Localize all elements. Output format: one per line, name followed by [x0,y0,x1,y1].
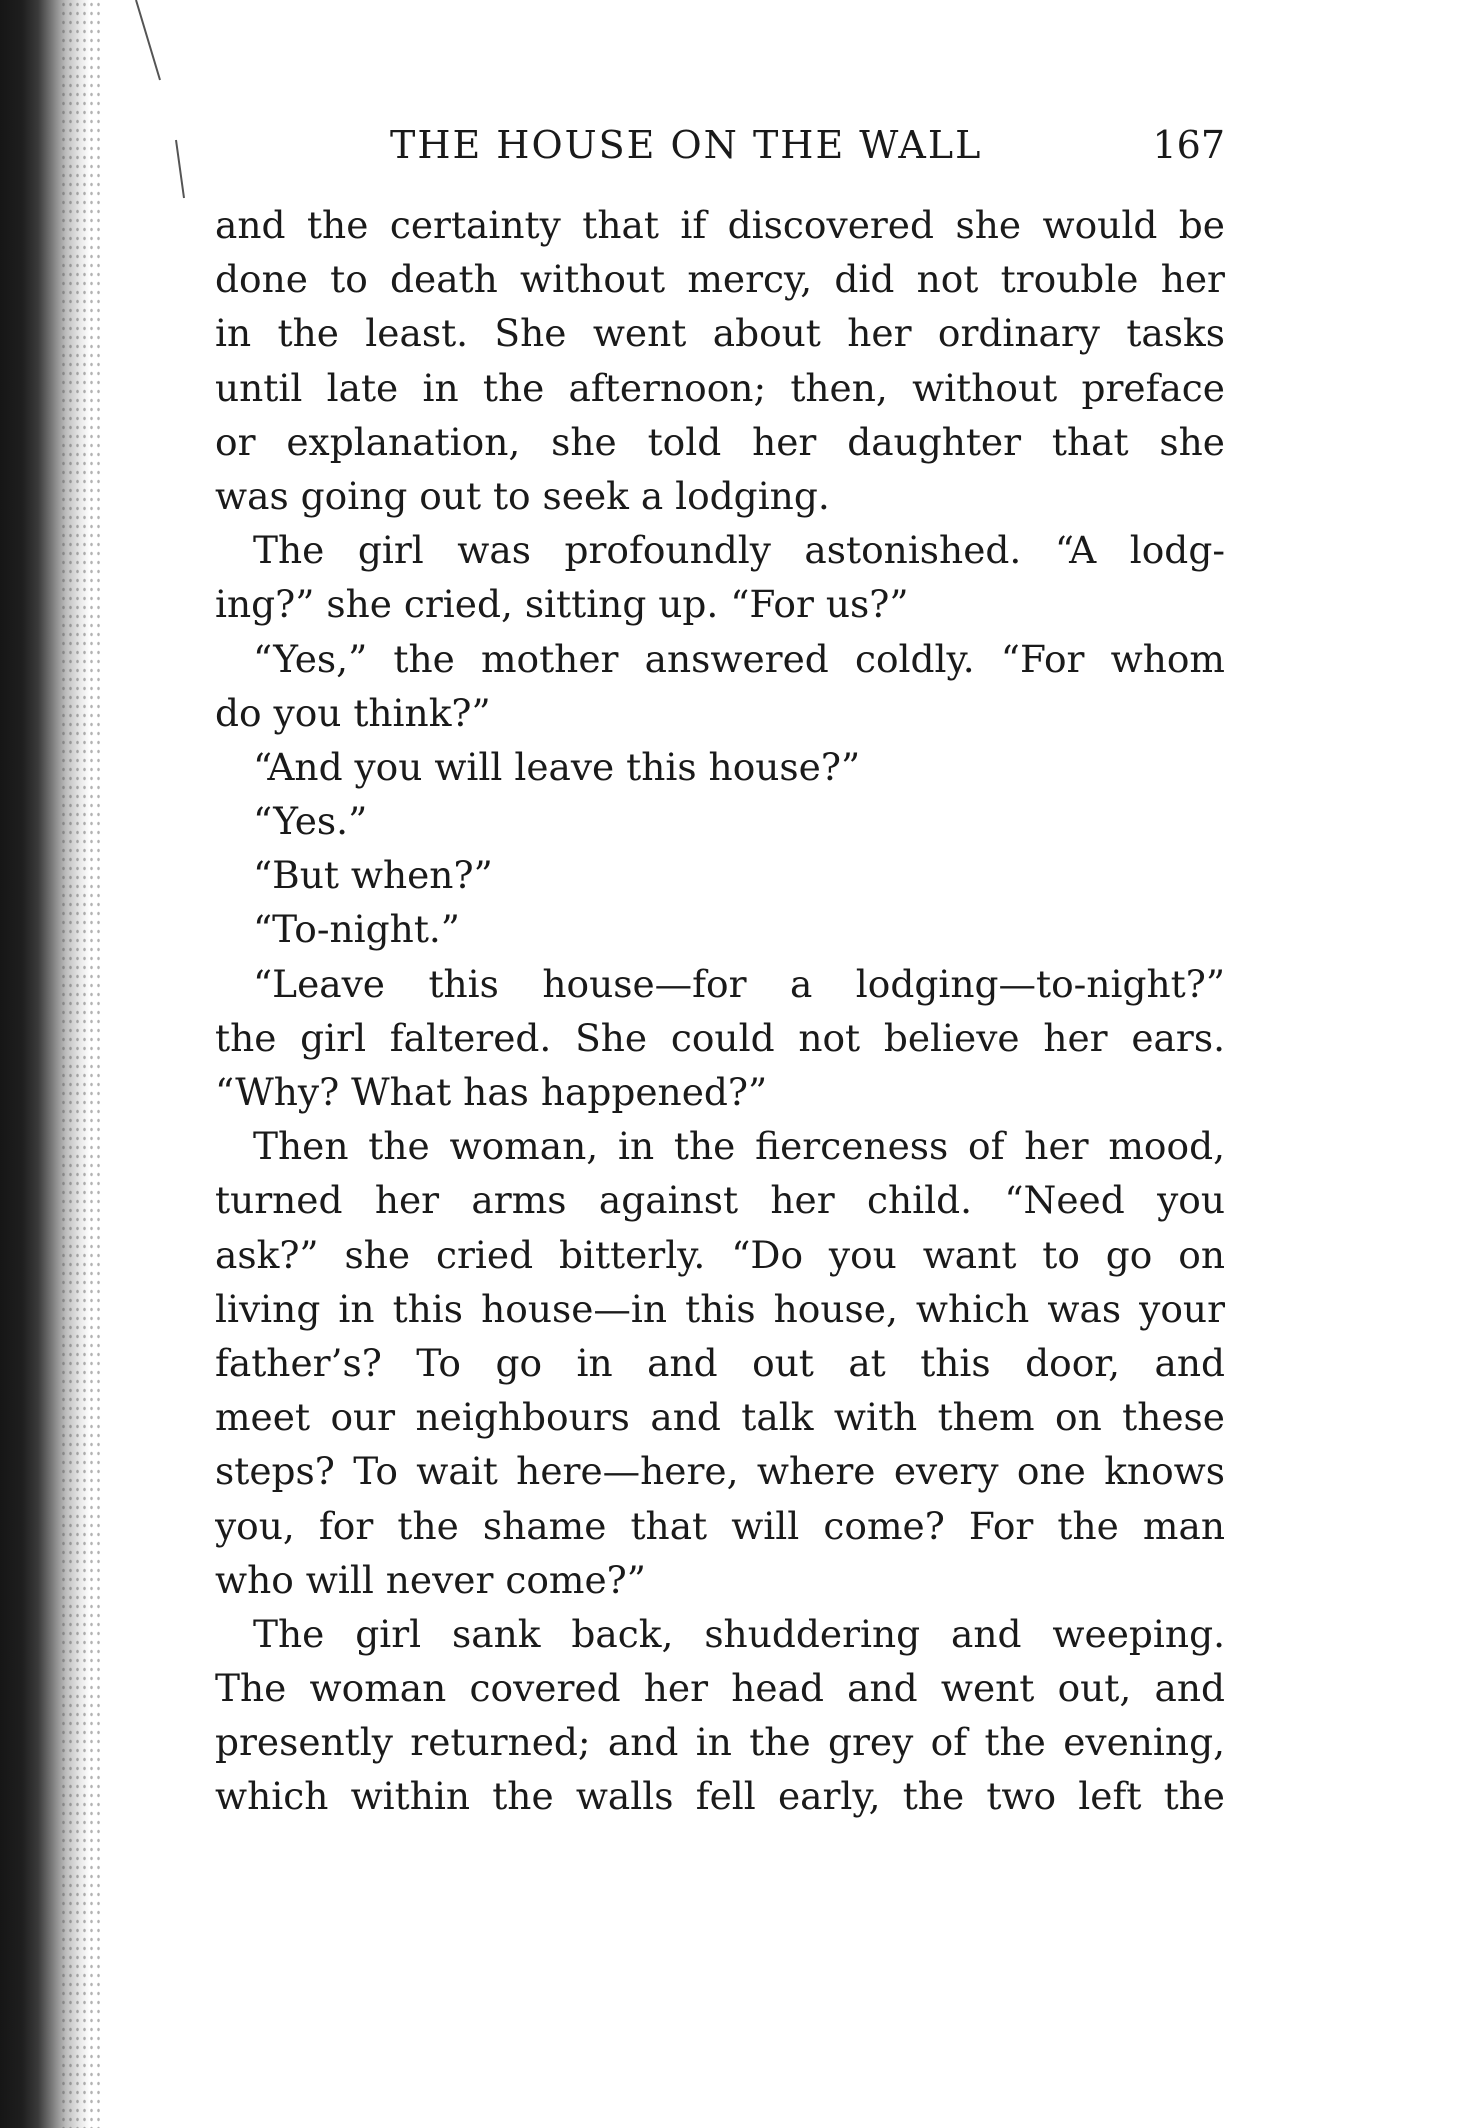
text-line: meet our neighbours and talk with them on these [215,1395,1225,1440]
text-line: which within the walls fell early, the two left the [215,1774,1225,1819]
text-line: The girl was profoundly astonished. “A lodg- [253,528,1225,573]
text-line: do you think?” [215,690,491,735]
running-head-title: THE HOUSE ON THE WALL [390,123,983,167]
text-line: The woman covered her head and went out, and [215,1666,1225,1711]
text-line: Then the woman, in the fierceness of her mood, [253,1124,1225,1169]
text-line: or explanation, she told her daughter that she [215,419,1225,464]
body-text [215,198,1225,1824]
text-line: presently returned; and in the grey of the evening, [215,1720,1225,1765]
text-line: steps? To wait here—here, where every one knows [215,1449,1225,1494]
text-line: “And you will leave this house?” [253,744,861,789]
text-line: was going out to seek a lodging. [215,473,830,518]
text-line: The girl sank back, shuddering and weeping. [253,1611,1225,1656]
text-line: “Yes,” the mother answered coldly. “For whom [253,636,1225,681]
text-line: until late in the afternoon; then, without preface [215,365,1225,410]
text-line: “Why? What has happened?” [215,1070,768,1114]
text-line: and the certainty that if discovered she would be [215,203,1225,247]
text-line: “But when?” [253,853,493,898]
text-line: in the least. She went about her ordinary tasks [215,311,1225,356]
text-line: father’s? To go in and out at this door, and [215,1340,1225,1385]
page-number: 167 [1152,123,1225,167]
running-head [215,118,1225,172]
text-line: who will never come?” [215,1557,646,1602]
text-line: the girl faltered. She could not believe her ears. [215,1015,1225,1060]
text-line: “Yes.” [253,799,368,844]
text-line: “Leave this house—for a lodging—to-night?” [253,961,1225,1006]
text-line: turned her arms against her child. “Need you [215,1178,1225,1223]
binding-speckle-texture [60,0,100,2128]
text-line: ing?” she cried, sitting up. “For us?” [215,582,909,627]
page-edge-mark [130,0,190,200]
text-line: done to death without mercy, did not trouble her [215,257,1225,302]
text-line: you, for the shame that will come? For the man [215,1503,1225,1548]
text-line: living in this house—in this house, which was your [215,1286,1225,1331]
text-line: ask?” she cried bitterly. “Do you want to go on [215,1232,1225,1277]
text-line: “To-night.” [253,907,460,952]
